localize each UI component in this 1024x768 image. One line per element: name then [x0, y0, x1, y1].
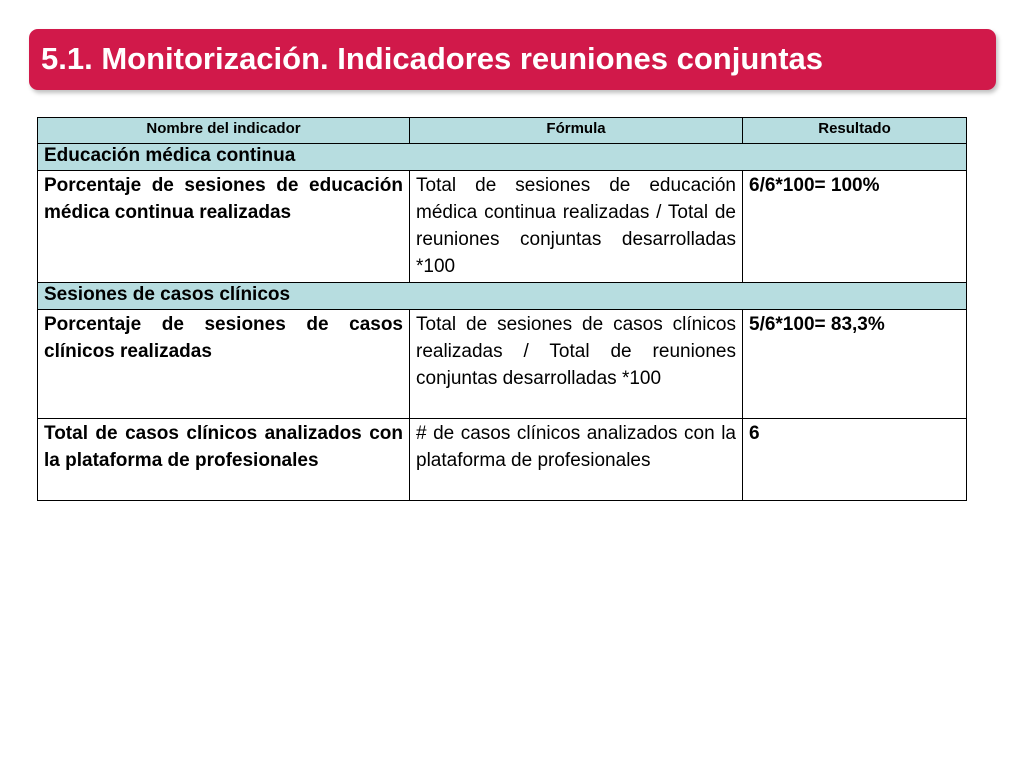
section-row [38, 283, 967, 310]
title-bar [29, 29, 996, 90]
indicator-formula: # de casos clínicos analizados con la plataforma de profesionales [410, 419, 743, 501]
column-header-formula: Fórmula [410, 118, 743, 144]
indicator-formula: Total de sesiones de casos clínicos realizadas / Total de reuniones conjuntas desarrolladas *100 [410, 310, 743, 419]
slide-title: 5.1. Monitorización. Indicadores reuniones conjuntas [41, 41, 824, 76]
section-row [38, 144, 967, 171]
indicator-result: 6 [743, 419, 967, 501]
indicator-result: 5/6*100= 83,3% [743, 310, 967, 419]
indicator-name: Porcentaje de sesiones de casos clínicos realizadas [38, 310, 410, 419]
indicator-formula: Total de sesiones de educación médica continua realizadas / Total de reuniones conjuntas desarrolladas *100 [410, 171, 743, 283]
indicator-name: Porcentaje de sesiones de educación médica continua realizadas [38, 171, 410, 283]
indicators-table [37, 117, 967, 501]
table-row [38, 310, 967, 419]
column-header-name: Nombre del indicador [38, 118, 410, 144]
table-row [38, 419, 967, 501]
table-row [38, 171, 967, 283]
column-header-result: Resultado [743, 118, 967, 144]
table-header-row [38, 118, 967, 144]
section-title: Sesiones de casos clínicos [38, 283, 967, 310]
indicator-name: Total de casos clínicos analizados con la plataforma de profesionales [38, 419, 410, 501]
section-title: Educación médica continua [38, 144, 967, 171]
indicator-result: 6/6*100= 100% [743, 171, 967, 283]
